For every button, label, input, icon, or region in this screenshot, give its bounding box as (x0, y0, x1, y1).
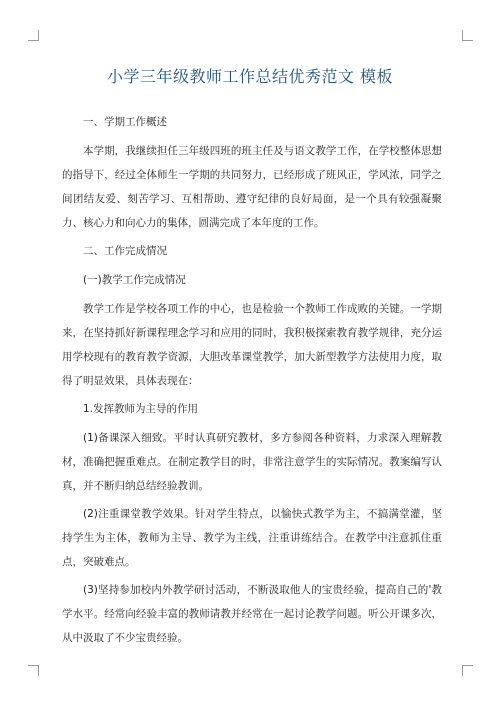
document-body (62, 110, 442, 654)
section-heading: 一、学期工作概述 (83, 116, 167, 128)
paragraph: (3)坚持参加校内外教学研讨活动，不断汲取他人的宝贵经验，提高自己的'教学水平。经常向经验丰富的教师请教并经常在一起讨论教学问题。听公开课多次，从中汲取了不少宝贵经验。 (62, 584, 442, 644)
paragraph: (1)备课深入细致。平时认真研究教材，多方参阅各种资料，力求深入理解教材，准确把握重难点。在制定教学目的时，非常注意学生的实际情况。教案编写认真，并不断归纳总结经验教训。 (62, 432, 442, 492)
crop-mark-top-left (28, 30, 39, 41)
section-heading: 二、工作完成情况 (83, 245, 167, 257)
paragraph: (2)注重课堂教学效果。针对学生特点，以愉快式教学为主，不搞满堂灌，坚持学生为主体，教师为主导、教学为主线，注重讲练结合。在教学中注意抓住重点，突破难点。 (62, 508, 442, 568)
crop-mark-bottom-left (28, 665, 39, 676)
subsection-heading: (一)教学工作完成情况 (83, 274, 186, 286)
crop-mark-bottom-right (462, 665, 473, 676)
crop-mark-top-right (462, 30, 473, 41)
paragraph: 本学期，我继续担任三年级四班的班主任及与语文教学工作，在学校整体思想的指导下，经过全体师生一学期的共同努力，已经形成了班风正，学风浓，同学之间团结友爱、刻苦学习、互相帮助、遵守纪律的良好局面，是一个具有较强凝聚力、核心力和向心力的集体，圆满完成了本年度的工作。 (62, 145, 442, 229)
subsection-heading: 1.发挥教师为主导的作用 (83, 403, 199, 415)
paragraph: 教学工作是学校各项工作的中心，也是检验一个教师工作成败的关键。一学期来，在坚持抓好新课程理念学习和应用的同时，我积极探索教育教学规律，充分运用学校现有的教育教学资源，大胆改革课堂教学，加大新型教学方法使用力度，取得了明显效果，具体表现在： (62, 303, 442, 387)
document-title: 小学三年级教师工作总结优秀范文 模板 (106, 67, 394, 86)
